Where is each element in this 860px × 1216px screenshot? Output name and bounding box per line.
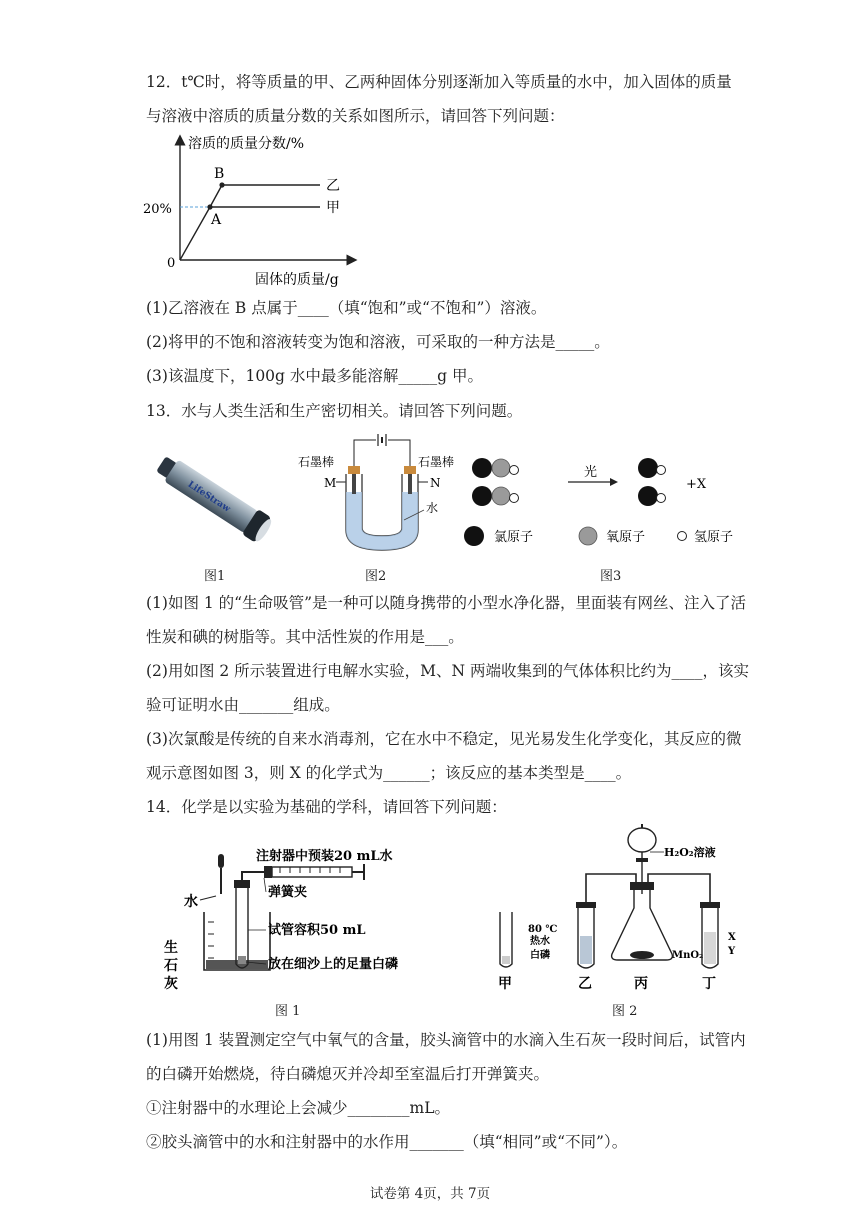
q13-sub1a: (1)如图 1 的“生命吸管”是一种可以随身携带的小型水净化器，里面装有网丝、注入了活 — [146, 594, 747, 612]
lifestraw-brand: LifeStraw — [185, 479, 232, 515]
q13-fig3-caption: 图3 — [600, 569, 622, 584]
h-atom-legend — [678, 532, 687, 541]
q13-fig1-lifestraw — [140, 440, 290, 560]
series-jia-label: 甲 — [326, 200, 340, 216]
series-yi-label: 乙 — [326, 178, 340, 194]
ding-label: 丁 — [702, 976, 716, 992]
q14-fig1-apparatus — [160, 836, 460, 996]
line-jia — [180, 207, 320, 260]
point-b — [219, 182, 224, 187]
q13-fig2-electrolysis — [296, 430, 466, 560]
right-rod-label: 石墨棒 — [418, 455, 455, 469]
lime-label-1: 生 — [164, 940, 178, 956]
q12-sub1: (1)乙溶液在 B 点属于____（填“饱和”或“不饱和”）溶液。 — [146, 299, 547, 317]
q14-sub1b: 的白磷开始燃烧，待白磷熄灭并冷却至室温后打开弹簧夹。 — [146, 1065, 550, 1083]
label-water: 水 — [426, 501, 439, 515]
h2o2-label: H₂O₂溶液 — [664, 846, 716, 859]
phosphorus-label: 放在细沙上的足量白磷 — [268, 957, 399, 972]
bing-label: 丙 — [634, 976, 648, 992]
q14-fig1-caption: 图 1 — [275, 1004, 301, 1019]
q14-sub1d: ②胶头滴管中的水和注射器中的水作用_______（填“相同”或“不同”）。 — [146, 1133, 628, 1151]
q14-line1: 14．化学是以实验为基础的学科，请回答下列问题： — [146, 798, 507, 816]
syringe-label: 注射器中预装20 mL水 — [256, 849, 393, 864]
q12-line1: 12．t℃时，将等质量的甲、乙两种固体分别逐渐加入等质量的水中，加入固体的质量 — [146, 73, 732, 91]
clip-label: 弹簧夹 — [268, 885, 308, 900]
origin-label: 0 — [167, 256, 176, 271]
point-a — [207, 204, 212, 209]
h-atom-label: 氢原子 — [694, 530, 734, 545]
q13-sub2b: 验可证明水由_______组成。 — [146, 696, 340, 714]
jia-label: 甲 — [498, 976, 512, 992]
label-n: N — [430, 476, 441, 490]
temp1-label: 80 ℃ — [528, 924, 558, 935]
cl-atom-legend — [464, 526, 484, 546]
q13-fig2-caption: 图2 — [365, 569, 387, 584]
x-label: X — [728, 932, 736, 943]
tube-volume-label: 试管容积50 mL — [268, 923, 366, 938]
cl-atom-label: 氯原子 — [494, 530, 534, 545]
mno2-label: MnO₂ — [672, 950, 704, 961]
q12-line2: 与溶液中溶质的质量分数的关系如图所示，请回答下列问题： — [146, 107, 565, 125]
yi-label: 乙 — [578, 976, 592, 992]
water-label: 水 — [184, 894, 198, 910]
q13-sub3a: (3)次氯酸是传统的自来水消毒剂，它在水中不稳定，见光易发生化学变化，其反应的微 — [146, 730, 742, 748]
q14-sub1c: ①注射器中的水理论上会减少________mL。 — [146, 1099, 450, 1117]
o-atom-label: 氧原子 — [606, 530, 646, 545]
q13-fig1-caption: 图1 — [204, 569, 226, 584]
q13-sub1b: 性炭和碘的树脂等。其中活性炭的作用是___。 — [146, 628, 464, 646]
lime-label-3: 灰 — [164, 976, 178, 992]
y-label: Y — [728, 946, 736, 957]
q13-fig3-molecule-diagram — [458, 450, 758, 555]
left-rod-label: 石墨棒 — [298, 455, 335, 469]
point-b-label: B — [214, 166, 225, 182]
lime-label-2: 石 — [164, 958, 178, 974]
q14-sub1a: (1)用图 1 装置测定空气中氧气的含量，胶头滴管中的水滴入生石灰一段时间后，试管内 — [146, 1031, 746, 1049]
line-yi — [210, 185, 320, 207]
point-a-label: A — [211, 212, 222, 228]
q14-fig2-caption: 图 2 — [612, 1004, 638, 1019]
q12-sub3: (3)该温度下，100g 水中最多能溶解_____g 甲。 — [146, 367, 483, 385]
q14-fig2-apparatus — [478, 818, 768, 996]
q12-sub2: (2)将甲的不饱和溶液转变为饱和溶液，可采取的一种方法是_____。 — [146, 333, 610, 351]
o-atom-legend — [579, 527, 597, 545]
white-p-label: 白磷 — [530, 950, 550, 961]
page-footer: 试卷第 4页，共 7页 — [369, 1186, 491, 1202]
tick-20-label: 20% — [143, 202, 172, 217]
label-m: M — [324, 476, 337, 490]
light-label: 光 — [584, 465, 598, 480]
temp2-label: 热水 — [530, 936, 550, 947]
q12-solubility-chart — [140, 132, 360, 292]
y-axis-label: 溶质的质量分数/% — [188, 136, 305, 152]
plus-x-label: +X — [686, 477, 707, 492]
x-axis-label: 固体的质量/g — [255, 272, 339, 288]
q13-sub2a: (2)用如图 2 所示装置进行电解水实验，M、N 两端收集到的气体体积比约为____，该实 — [146, 662, 750, 680]
q13-sub3b: 观示意图如图 3，则 X 的化学式为______；该反应的基本类型是____。 — [146, 764, 632, 782]
q13-line1: 13．水与人类生活和生产密切相关。请回答下列问题。 — [146, 402, 523, 420]
